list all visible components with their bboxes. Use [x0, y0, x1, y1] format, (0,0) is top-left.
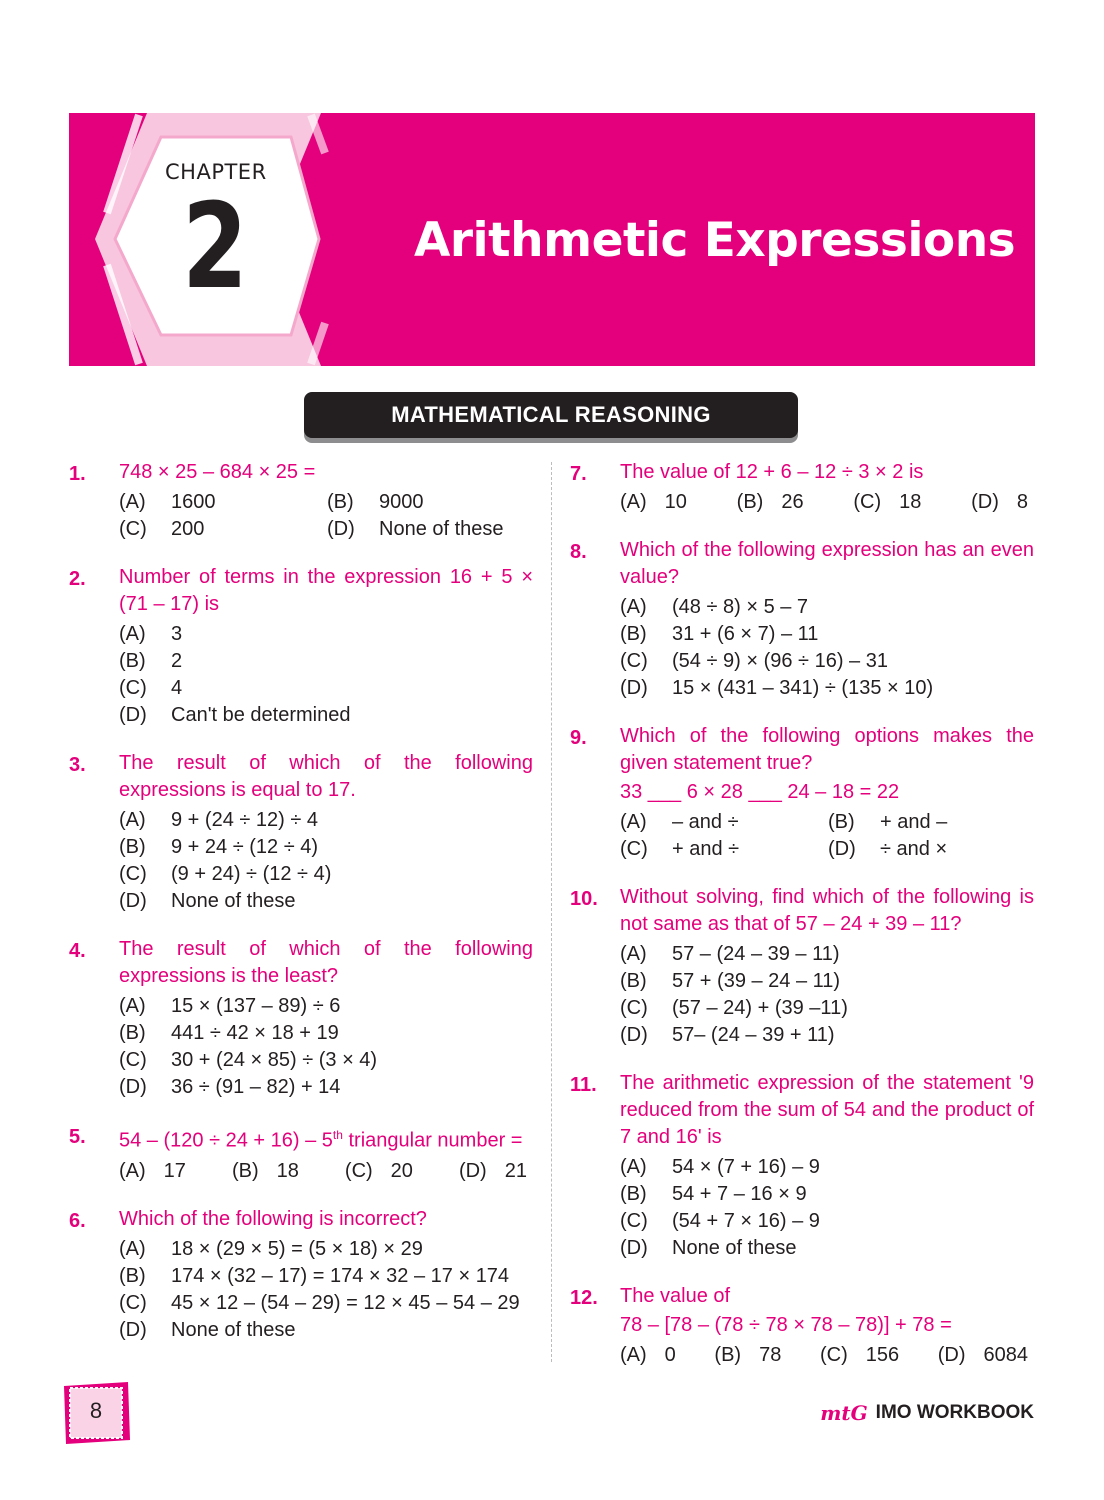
question-number: 10.	[570, 888, 598, 910]
option-label: (A)	[119, 995, 146, 1017]
right-column	[570, 458, 1034, 1390]
option-label: (A)	[620, 1156, 647, 1178]
option-label: (B)	[119, 836, 146, 858]
answer-option[interactable]	[345, 1158, 413, 1185]
option-value: 57– (24 – 39 + 11)	[672, 1024, 835, 1046]
option-label: (C)	[344, 1159, 373, 1182]
question-item	[570, 1283, 1034, 1369]
answer-option[interactable]	[119, 1020, 533, 1047]
option-label: (C)	[119, 863, 147, 885]
option-value: (57 – 24) + (39 –11)	[672, 997, 848, 1019]
page-number: 8	[89, 1398, 103, 1423]
option-label: (D)	[458, 1159, 487, 1182]
question-text-part: 54 – (120 ÷ 24 + 16) – 5	[119, 1129, 333, 1152]
option-value: 174 × (32 – 17) = 174 × 32 – 17 × 174	[171, 1264, 510, 1287]
question-number: 2.	[69, 568, 86, 590]
option-label: (C)	[119, 1291, 147, 1314]
option-value: 18 × (29 × 5) = (5 × 18) × 29	[171, 1237, 423, 1260]
answer-option[interactable]	[828, 809, 1034, 836]
answer-option[interactable]	[620, 836, 828, 863]
question-text: Which of the following options makes the given statement true?	[620, 725, 1034, 774]
answer-option[interactable]	[119, 807, 533, 834]
option-value: 18	[276, 1159, 299, 1182]
option-label: (C)	[119, 1049, 147, 1071]
option-value: 54 × (7 + 16) – 9	[672, 1156, 820, 1178]
option-value: + and –	[880, 811, 948, 833]
answer-option[interactable]	[620, 594, 1034, 621]
options-list	[620, 1342, 1034, 1369]
question-text: Without solving, find which of the following is not same as that of 57 – 24 + 39 – 11?	[620, 886, 1034, 935]
option-value: 441 ÷ 42 × 18 + 19	[171, 1022, 339, 1044]
answer-option[interactable]	[119, 621, 533, 648]
option-label: (B)	[620, 1183, 647, 1205]
option-label: (D)	[327, 518, 355, 540]
options-list	[119, 807, 533, 915]
option-value: 45 × 12 – (54 – 29) = 12 × 45 – 54 – 29	[171, 1291, 520, 1314]
option-label: (C)	[620, 838, 648, 860]
answer-option[interactable]	[459, 1158, 527, 1185]
question-item	[69, 1206, 533, 1344]
answer-option[interactable]	[119, 489, 327, 516]
question-item	[69, 936, 533, 1101]
options-list	[620, 809, 1034, 863]
option-value: 4	[171, 677, 183, 699]
question-item	[69, 564, 533, 729]
option-label: (D)	[620, 677, 648, 699]
answer-option[interactable]	[620, 489, 687, 516]
question-text-superscript: th	[332, 1128, 343, 1142]
question-expression: 33 ___ 6 × 28 ___ 24 – 18 = 22	[620, 781, 900, 803]
option-label: (A)	[119, 1159, 146, 1182]
question-item	[570, 1070, 1034, 1262]
chapter-number: 2	[182, 177, 248, 315]
answer-option[interactable]	[119, 1047, 533, 1074]
answer-option[interactable]	[620, 995, 1034, 1022]
answer-option[interactable]	[620, 1342, 676, 1369]
option-value: 6084	[983, 1344, 1028, 1366]
question-item	[69, 459, 533, 543]
question-number: 1.	[69, 463, 86, 485]
option-value: 156	[865, 1344, 900, 1366]
options-list	[119, 993, 533, 1101]
option-value: 26	[781, 491, 804, 513]
option-value: 200	[171, 518, 205, 540]
option-value: 2	[171, 650, 183, 672]
option-label: (D)	[119, 704, 147, 726]
option-label: (A)	[119, 623, 146, 645]
answer-option[interactable]	[119, 1317, 533, 1344]
answer-option[interactable]	[620, 1235, 1034, 1262]
answer-option[interactable]	[327, 516, 533, 543]
question-number: 12.	[570, 1287, 598, 1309]
option-label: (D)	[828, 838, 856, 860]
options-list	[620, 594, 1034, 702]
option-label: (C)	[620, 1210, 648, 1232]
section-heading: MATHEMATICAL REASONING	[304, 392, 798, 438]
option-label: (D)	[119, 1076, 147, 1098]
question-number: 6.	[69, 1209, 86, 1232]
option-label: (B)	[231, 1159, 259, 1182]
chapter-label: CHAPTER	[165, 160, 267, 184]
footer-brand	[820, 1401, 1034, 1425]
options-list	[119, 621, 533, 729]
answer-option[interactable]	[853, 489, 921, 516]
question-number: 4.	[69, 940, 86, 962]
options-list	[119, 1158, 533, 1185]
answer-option[interactable]	[119, 648, 533, 675]
question-number: 8.	[570, 541, 587, 563]
option-label: (A)	[119, 1237, 146, 1260]
option-value: 1600	[171, 491, 216, 513]
answer-option[interactable]	[119, 1074, 533, 1101]
option-label: (D)	[937, 1344, 966, 1366]
answer-option[interactable]	[232, 1158, 299, 1185]
answer-option[interactable]	[620, 968, 1034, 995]
option-label: (D)	[620, 1024, 648, 1046]
option-label: (A)	[620, 943, 647, 965]
brand-logo: mtG	[820, 1401, 868, 1425]
option-label: (C)	[620, 997, 648, 1019]
column-divider	[551, 462, 552, 1362]
option-value: None of these	[171, 890, 296, 912]
question-item	[570, 884, 1034, 1049]
option-value: 57 + (39 – 24 – 11)	[672, 970, 841, 992]
option-value: 78	[759, 1344, 782, 1366]
chapter-banner	[69, 113, 1035, 366]
answer-option[interactable]	[820, 1342, 899, 1369]
answer-option[interactable]	[620, 1181, 1034, 1208]
answer-option[interactable]	[119, 993, 533, 1020]
option-value: 30 + (24 × 85) ÷ (3 × 4)	[171, 1049, 378, 1071]
option-label: (B)	[327, 491, 354, 513]
option-value: None of these	[379, 518, 504, 540]
question-number: 5.	[69, 1126, 86, 1148]
option-label: (C)	[853, 491, 882, 513]
question-number: 3.	[69, 754, 86, 776]
option-value: 15 × (137 – 89) ÷ 6	[171, 995, 341, 1017]
answer-option[interactable]	[119, 516, 327, 543]
option-label: (C)	[119, 677, 147, 699]
option-value: 15 × (431 – 341) ÷ (135 × 10)	[672, 677, 934, 699]
answer-option[interactable]	[737, 489, 804, 516]
answer-option[interactable]	[828, 836, 1034, 863]
answer-option[interactable]	[620, 1208, 1034, 1235]
answer-option[interactable]	[714, 1342, 781, 1369]
option-value: None of these	[672, 1237, 797, 1259]
option-value: ÷ and ×	[880, 838, 948, 860]
answer-option[interactable]	[620, 1022, 1034, 1049]
option-label: (B)	[119, 1022, 146, 1044]
option-value: 0	[664, 1344, 676, 1366]
option-value: 54 + 7 – 16 × 9	[672, 1183, 807, 1205]
option-value: Can't be determined	[171, 704, 351, 726]
answer-option[interactable]	[620, 809, 828, 836]
options-list	[620, 489, 1034, 516]
question-expression: 78 – [78 – (78 ÷ 78 × 78 – 78)] + 78 =	[620, 1314, 952, 1336]
option-value: 21	[504, 1159, 527, 1182]
option-value: 36 ÷ (91 – 82) + 14	[171, 1076, 341, 1098]
option-label: (D)	[119, 890, 147, 912]
option-value: – and ÷	[672, 811, 739, 833]
left-column	[69, 458, 533, 1365]
question-text: The value of 12 + 6 – 12 ÷ 3 × 2 is	[620, 461, 924, 483]
option-label: (A)	[620, 1344, 647, 1366]
question-item	[570, 723, 1034, 863]
option-value: + and ÷	[672, 838, 740, 860]
question-number: 11.	[570, 1074, 597, 1096]
option-label: (B)	[119, 1264, 146, 1287]
option-value: (54 + 7 × 16) – 9	[672, 1210, 820, 1232]
question-text: Number of terms in the expression 16 + 5 × (71 – 17) is	[119, 566, 533, 615]
option-value: 3	[171, 623, 183, 645]
options-list	[119, 489, 533, 543]
answer-option[interactable]	[938, 1342, 1028, 1369]
answer-option[interactable]	[119, 1263, 533, 1290]
question-text: The arithmetic expression of the statement '9 reduced from the sum of 54 and the product of 7 and 16' is	[620, 1072, 1034, 1148]
option-label: (D)	[620, 1237, 648, 1259]
answer-option[interactable]	[620, 1154, 1034, 1181]
options-list	[119, 1236, 533, 1344]
question-item	[69, 1122, 533, 1185]
option-label: (D)	[119, 1318, 147, 1341]
option-value: 57 – (24 – 39 – 11)	[672, 943, 840, 965]
answer-option[interactable]	[327, 489, 533, 516]
option-label: (A)	[620, 811, 647, 833]
question-number: 7.	[570, 463, 587, 485]
question-text	[119, 1122, 533, 1155]
answer-option[interactable]	[620, 941, 1034, 968]
answer-option[interactable]	[119, 675, 533, 702]
question-item	[570, 459, 1034, 516]
answer-option[interactable]	[119, 1290, 533, 1317]
option-value: 10	[664, 491, 687, 513]
question-text: Which of the following expression has an even value?	[620, 539, 1034, 588]
option-value: 9000	[379, 491, 424, 513]
option-label: (A)	[119, 809, 146, 831]
option-label: (B)	[620, 970, 647, 992]
option-label: (B)	[620, 623, 647, 645]
question-item	[570, 537, 1034, 702]
option-value: 18	[899, 491, 922, 513]
options-list	[620, 1154, 1034, 1262]
answer-option[interactable]	[971, 489, 1028, 516]
option-label: (C)	[119, 518, 147, 540]
option-label: (B)	[119, 650, 146, 672]
question-item	[69, 750, 533, 915]
option-value: 8	[1016, 491, 1028, 513]
option-value: 20	[390, 1159, 413, 1182]
options-list	[620, 941, 1034, 1049]
book-title: IMO WORKBOOK	[875, 1402, 1034, 1423]
option-label: (B)	[828, 811, 855, 833]
option-value: (9 + 24) ÷ (12 ÷ 4)	[171, 863, 332, 885]
answer-option[interactable]	[119, 888, 533, 915]
option-value: (48 ÷ 8) × 5 – 7	[672, 596, 809, 618]
option-value: 17	[163, 1159, 186, 1182]
answer-option[interactable]	[620, 621, 1034, 648]
option-label: (B)	[736, 491, 764, 513]
answer-option[interactable]	[119, 702, 533, 729]
answer-option[interactable]	[620, 675, 1034, 702]
answer-option[interactable]	[620, 648, 1034, 675]
option-value: 9 + 24 ÷ (12 ÷ 4)	[171, 836, 319, 858]
option-label: (A)	[119, 491, 146, 513]
option-label: (A)	[620, 491, 647, 513]
answer-option[interactable]	[119, 1236, 533, 1263]
question-text: Which of the following is incorrect?	[119, 1207, 427, 1230]
answer-option[interactable]	[119, 861, 533, 888]
answer-option[interactable]	[119, 834, 533, 861]
question-number: 9.	[570, 727, 587, 749]
option-value: (54 ÷ 9) × (96 ÷ 16) – 31	[672, 650, 888, 672]
question-text: 748 × 25 – 684 × 25 =	[119, 461, 316, 483]
question-text: The value of	[620, 1285, 731, 1307]
option-value: 31 + (6 × 7) – 11	[672, 623, 819, 645]
question-text-part: triangular number =	[342, 1129, 523, 1152]
question-text: The result of which of the following expressions is equal to 17.	[119, 752, 533, 801]
option-label: (A)	[620, 596, 647, 618]
chapter-title: Arithmetic Expressions	[414, 213, 1016, 268]
option-label: (B)	[714, 1344, 742, 1366]
question-text: The result of which of the following expressions is the least?	[119, 938, 533, 987]
answer-option[interactable]	[119, 1158, 186, 1185]
option-label: (C)	[620, 650, 648, 672]
option-label: (C)	[819, 1344, 848, 1366]
option-value: 9 + (24 ÷ 12) ÷ 4	[171, 809, 319, 831]
option-label: (D)	[971, 491, 999, 513]
option-value: None of these	[171, 1318, 296, 1341]
